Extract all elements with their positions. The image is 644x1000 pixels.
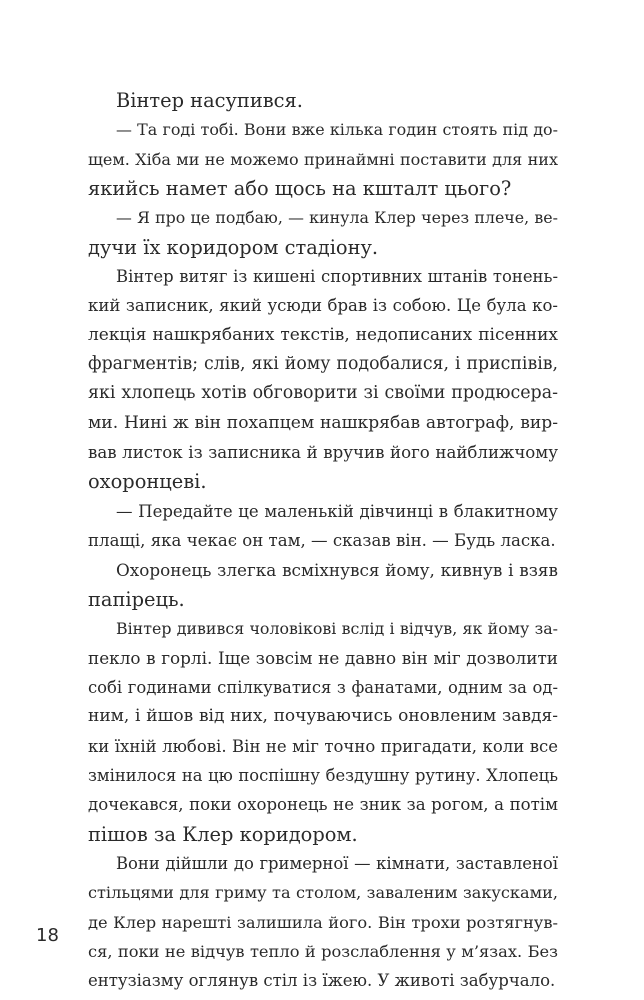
text-line: якийсь намет або щось на кшталт цього? — [88, 177, 512, 201]
body-text — [88, 86, 558, 996]
text-line: Охоронець злегка всміхнувся йому, кивнув і взяв — [116, 559, 558, 580]
text-line: ентузіазму оглянув стіл із їжею. У животі забурчало. — [88, 971, 556, 991]
text-line: дочекався, поки охоронець не зник за рогом, а потім — [88, 795, 558, 815]
text-line: собі годинами спілкуватися з фанатами, одним за од- — [88, 677, 558, 697]
text-line: охоронцеві. — [88, 470, 207, 494]
text-line: пішов за Клер коридором. — [88, 822, 358, 846]
text-line: — Передайте це маленькій дівчинці в блакитному — [116, 501, 558, 521]
text-line: Вони дійшли до гримерної — кімнати, заставленої — [116, 853, 558, 873]
text-line: — Я про це подбаю, — кинула Клер через плече, ве- — [116, 208, 558, 228]
text-line: стільцями для гриму та столом, заваленим закусками, — [88, 883, 558, 903]
text-line: фрагментів; слів, які йому подобалися, і приспівів, — [88, 354, 558, 375]
text-line: ки їхній любові. Він не міг точно пригадати, коли все — [88, 736, 558, 756]
text-line: змінилося на цю поспішну бездушну рутину. Хлопець — [88, 765, 558, 785]
text-line: Вінтер витяг із кишені спортивних штанів тонень- — [116, 267, 558, 287]
text-line: Вінтер дивився чоловікові вслід і відчув, як йому за- — [116, 619, 558, 639]
text-line: кий записник, який усюди брав із собою. Це була ко- — [88, 296, 558, 316]
text-line: вав листок із записника й вручив його найближчому — [88, 443, 558, 463]
text-line: плащі, яка чекає он там, — сказав він. — Будь ласка. — [88, 531, 556, 551]
text-line: ним, і йшов від них, почуваючись оновленим завдя- — [88, 706, 558, 727]
text-line: ми. Нині ж він похапцем нашкрябав автограф, вир- — [88, 412, 558, 433]
text-line: пекло в горлі. Іще зовсім не давно він міг дозволити — [88, 647, 558, 668]
text-line: щем. Хіба ми не можемо принаймні поставити для них — [88, 149, 558, 169]
text-line: ся, поки не відчув тепло й розслаблення у м’язах. Без — [88, 941, 558, 961]
page-number: 18 — [36, 925, 59, 946]
text-line: Вінтер насупився. — [116, 89, 303, 112]
text-line: де Клер нарешті залишила його. Він трохи розтягнув- — [88, 912, 558, 932]
text-line: дучи їх коридором стадіону. — [88, 235, 379, 259]
text-line: лекція нашкрябаних текстів, недописаних пісенних — [88, 324, 558, 345]
text-line: папірець. — [88, 587, 185, 611]
text-line: — Та годі тобі. Вони вже кілька годин стоять під до- — [116, 120, 558, 140]
text-line: які хлопець хотів обговорити зі своїми продюсера- — [88, 383, 558, 404]
